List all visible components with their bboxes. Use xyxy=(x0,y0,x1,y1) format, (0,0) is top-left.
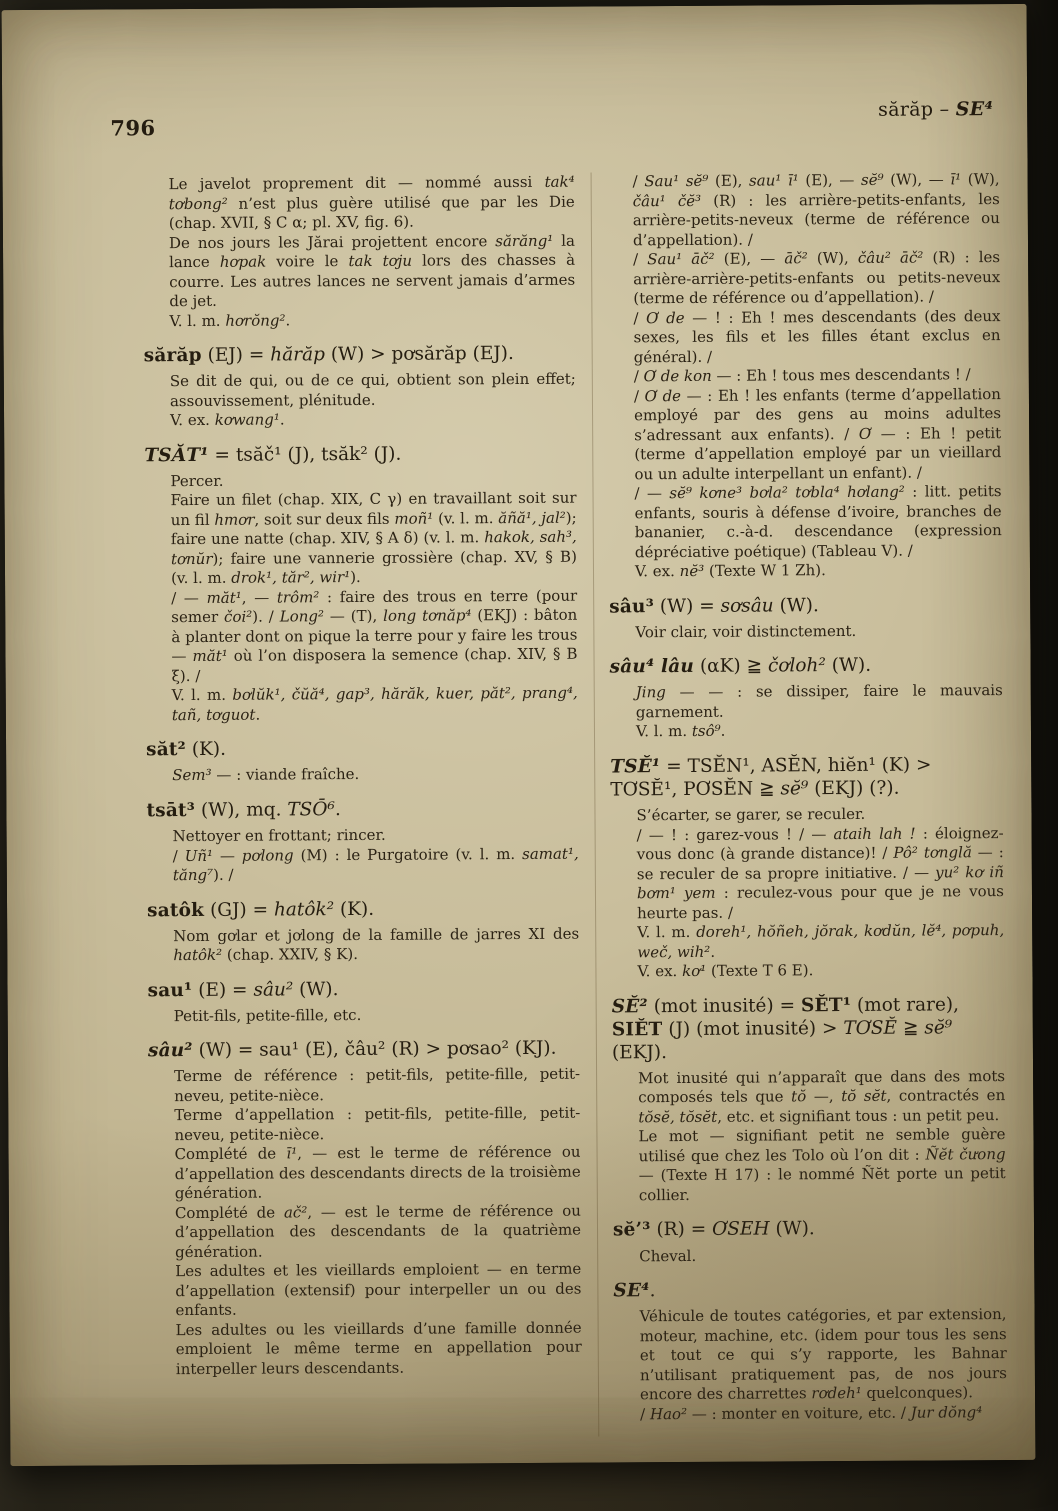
entry-headword: satôk (GJ) = hatôk² (K). xyxy=(146,898,375,921)
entry-paragraph: Sem³ — : viande fraîche. xyxy=(172,765,360,785)
entry-headword: săt² (K). xyxy=(146,739,227,761)
entry-paragraph: V. l. m. tsô⁹. xyxy=(635,721,726,741)
entry-paragraph: / — sĕ⁹ kơne³ bơla² tơbla⁴ hơlang² : litt. petits enfants, souris à défense d’ivoire, branches de bananier, c.-à-d. descendance (expression dépréciative poétique) (Tableau V). / xyxy=(634,482,1002,561)
entry-paragraph: / Ơ de — : Eh ! les enfants (terme d’appellation employé par des gens au moins adultes s’adressant aux enfants). / Ơ — : Eh ! petit (terme d’appellation employé par un vieillard ou un adulte interpellant un enfant). / xyxy=(633,384,1002,483)
entry-paragraph: V. ex. nĕ³ (Texte W 1 Zh). xyxy=(634,561,826,581)
entry-paragraph: Les adultes et les vieillards emploient — en terme d’appellation (extensif) pour interpeller un ou des enfants. xyxy=(175,1260,582,1320)
entry-paragraph: Petit-fils, petite-fille, etc. xyxy=(173,1005,362,1025)
entry-paragraph: / Hao² — : monter en voiture, etc. / Jur dŏng⁴ xyxy=(640,1402,983,1423)
entry-headword: sĕ’³ (R) = ƠSEH (W). xyxy=(612,1218,815,1241)
entry-paragraph: / Uñ¹ — pơlong (M) : le Purgatoire (v. l. m. samat¹, tăng⁷). / xyxy=(172,844,579,885)
entry-paragraph: Jing — — : se dissiper, faire le mauvais garnement. xyxy=(635,681,1003,722)
entry-paragraph: Percer. xyxy=(170,471,224,490)
entry-paragraph: S’écarter, se garer, se reculer. xyxy=(636,804,866,825)
entry-paragraph: / — ! : garez-vous ! / — ataih lah ! : éloignez-vous donc (à grande distance)! / Pô² tơnglă — : se reculer de sa propre initiative. / — yu² kơ iñ bơm¹ yem : reculez-vous pour que je ne vous heurte pas. / xyxy=(636,823,1005,922)
entry-paragraph: / — măt¹, — trôm² : faire des trous en terre (pour semer čoi²). / Long² — (T), long tơnăp⁴ (EKJ) : bâton à planter dont on pique la terre pour y faire les trous — măt¹ où l’on disposera la semence (chap. XIV, § B ξ). / xyxy=(171,586,578,685)
entry-paragraph: V. ex. kơ¹ (Texte T 6 E). xyxy=(637,961,814,981)
column-left xyxy=(143,173,600,1440)
entry-paragraph: Terme de référence : petit-fils, petite-fille, petit-neveu, petite-nièce. xyxy=(174,1065,581,1105)
entry-paragraph: Faire un filet (chap. XIX, C γ) en travaillant soit sur un fil hmơr, soit sur deux fils moñ¹ (v. l. m. ăñă¹, jal²); faire une natte (chap. XIV, § A δ) (v. l. m. hakok, sah³, tơnŭr); faire une vannerie grossière (chap. XV, § B) (v. l. m. drok¹, tăr², wir¹). xyxy=(170,488,577,588)
entry-paragraph: De nos jours les Jărai projettent encore sărăng¹ la lance hơpak voire le tak tơju lors des chasses à courre. Les autres lances ne servent jamais d’armes de jet. xyxy=(168,231,576,311)
entry-paragraph: V. l. m. doreh¹, hŏñeh, jŏrak, kơdŭn, lĕ⁴, pơpuh, weč, wih². xyxy=(637,921,1005,961)
entry-paragraph: Complété de ī¹, — est le terme de référence ou d’appellation des descendants directs de la troisième génération. xyxy=(174,1143,581,1203)
entry-paragraph: Voir clair, voir distinctement. xyxy=(635,621,857,641)
entry-paragraph: V. ex. kơwang¹. xyxy=(170,410,285,430)
entry-headword: tsāt³ (W), mq. TSŌ⁶. xyxy=(146,798,341,822)
entry-paragraph: Terme d’appellation : petit-fils, petite-fille, petit-neveu, petite-nièce. xyxy=(174,1104,581,1144)
entry-headword: sâu⁴ lâu (αK) ≧ čơloh² (W). xyxy=(609,654,872,678)
entry-headword: TSĂT¹ = tsăč¹ (J), tsăk² (J). xyxy=(144,443,402,466)
running-head: sărăp – SE⁴ xyxy=(878,98,994,121)
entry-paragraph: Cheval. xyxy=(639,1246,697,1265)
column-right xyxy=(592,170,1008,1436)
entry-paragraph: Véhicule de toutes catégories, et par extension, moteur, machine, etc. (idem pour tous les sens et tout ce qui s’y rapporte, les Bahnar n’utilisant pratiquement pas, de nos jours encore des charrettes rơdeh¹ quelconques). xyxy=(639,1305,1007,1404)
entry-paragraph: V. l. m. hơrŏng². xyxy=(169,310,291,330)
entry-paragraph: Le javelot proprement dit — nommé aussi tak⁴ tơbong² n’est plus guère utilisé que par les Die (chap. XVII, § C α; pl. XV, fig. 6). xyxy=(168,172,575,233)
entry-headword: SE⁴. xyxy=(613,1280,656,1302)
entry-paragraph: Se dit de qui, ou de ce qui, obtient son plein effet; assouvissement, plénitude. xyxy=(169,369,576,410)
entry-paragraph: V. l. m. bơlŭk¹, čŭă⁴, gap³, hărăk, kuer, păt², prang⁴, tañ, tơguot. xyxy=(171,683,578,724)
entry-paragraph: Complété de ač², — est le terme de référence ou d’appellation des descendants de la quatrième génération. xyxy=(174,1201,582,1261)
entry-headword: sau¹ (E) = sâu² (W). xyxy=(147,978,339,1001)
entry-headword: TSĔ¹ = TSĔN¹, ASĔN, hiĕn¹ (K) > TƠSĔ¹, PƠSĔN ≧ sĕ⁹ (EKJ) (?). xyxy=(610,754,932,801)
entry-headword: sâu³ (W) = sơsâu (W). xyxy=(609,594,819,617)
page-content xyxy=(143,170,1008,1439)
entry-paragraph: Nettoyer en frottant; rincer. xyxy=(172,825,386,846)
entry-paragraph: Les adultes ou les vieillards d’une famille donnée emploient le même terme en appellation pour interpeller leurs descendants. xyxy=(175,1318,582,1378)
entry-paragraph: Nom gơlar et jơlong de la famille de jarres XI des hatôk² (chap. XXIV, § K). xyxy=(173,924,580,965)
entry-paragraph: / Ơ de kon — : Eh ! tous mes descendants ! / xyxy=(633,365,971,386)
entry-paragraph: / Sau¹ sĕ⁹ (E), sau¹ ī¹ (E), — sĕ⁹ (W), — ī¹ (W), čâu¹ čĕ³ (R) : les arrière-petits-enfants, les arrière-petits-neveux (terme de référence ou d’appellation). / xyxy=(632,170,1000,249)
entry-paragraph: / Ơ de — ! : Eh ! mes descendants (des deux sexes, les fils et les filles étant exclus en général). / xyxy=(633,306,1001,366)
page-number: 796 xyxy=(110,115,156,141)
entry-headword: sărăp (EJ) = hărăp (W) > pơsărăp (EJ). xyxy=(143,343,514,367)
entry-headword: sâu² (W) = sau¹ (E), čâu² (R) > pơsao² (KJ). xyxy=(147,1038,557,1062)
scanned-page xyxy=(2,4,1036,1466)
entry-headword: SĔ² (mot inusité) = SĔT¹ (mot rare), SIĔT (J) (mot inusité) > TƠSĔ ≧ sĕ⁹ (EKJ). xyxy=(611,993,960,1064)
entry-paragraph: Le mot — signifiant petit ne semble guère utilisé que chez les Tolo où l’on dit : Ñĕt čưong — (Texte H 17) : le nommé Ñĕt porte un petit collier. xyxy=(638,1125,1006,1205)
entry-paragraph: Mot inusité qui n’apparaît que dans des mots composés tels que tŏ —, tŏ sĕt, contractés en tŏsĕ, tŏsĕt, etc. et signifiant tous : un petit peu. xyxy=(638,1066,1006,1127)
entry-paragraph: / Sau¹ āč² (E), — āč² (W), čâu² āč² (R) : les arrière-arrière-petits-enfants ou petits-neveux (terme de référence ou d’appellation). / xyxy=(633,248,1001,308)
